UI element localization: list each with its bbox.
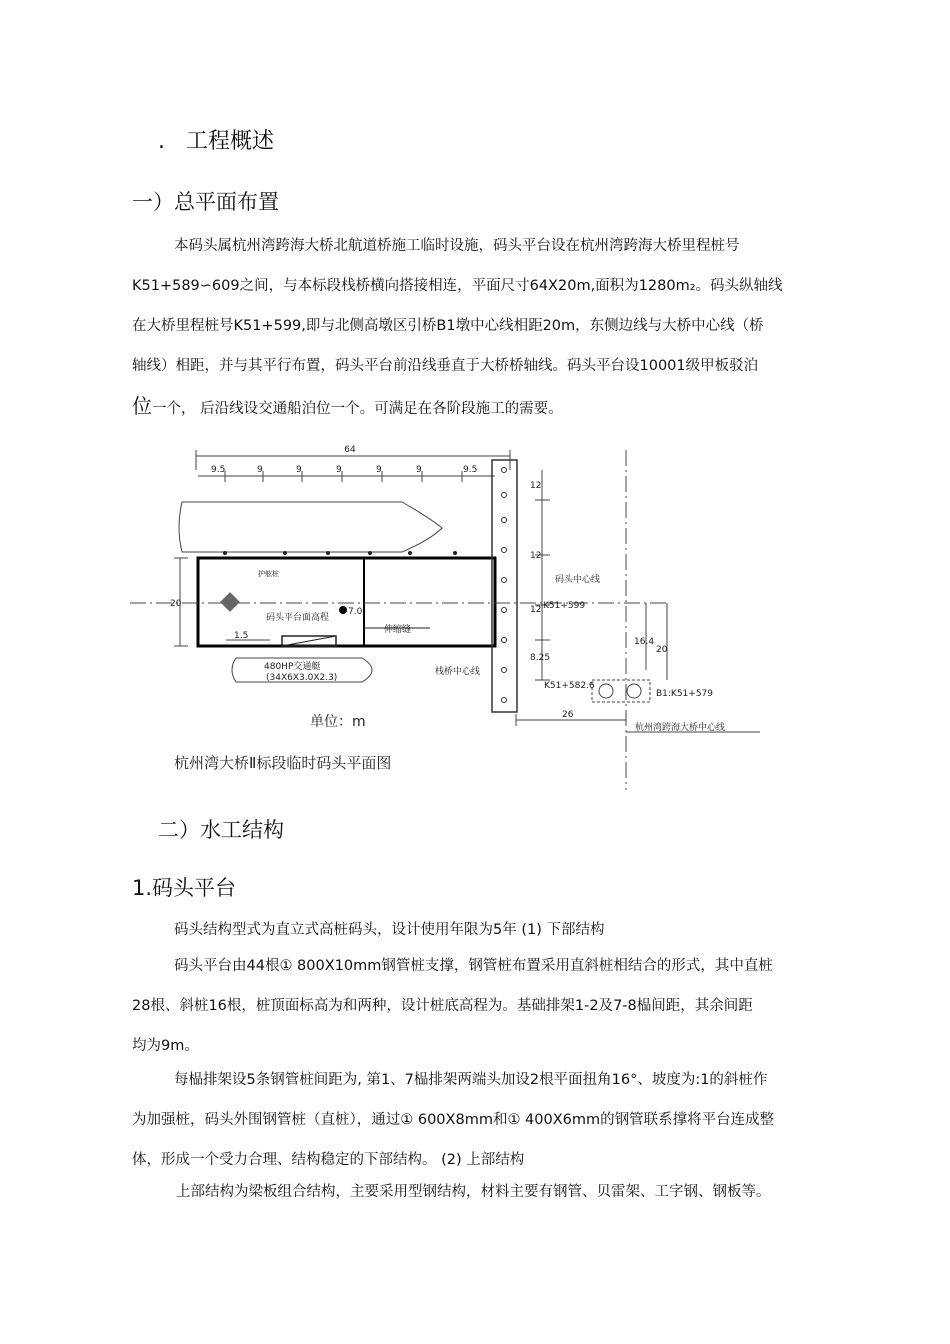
para4-line-3: 体，形成一个受力合理、结构稳定的下部结构。 (2) 上部结构 xyxy=(132,1152,525,1168)
label-bridge-center: 杭州湾跨海大桥中心线 xyxy=(635,723,726,733)
para1-line-4: 轴线）相距，并与其平行布置，码头平台前沿线垂直于大桥桥轴线。码头平台设10001级甲板驳泊 xyxy=(132,358,759,374)
para4-line-1: 每榀排架设5条钢管桩间距为, 第1、7榀排架两端头加设2根平面扭角16°、坡度为:1的斜桩作 xyxy=(174,1072,768,1088)
dim-offset: 1.5 xyxy=(234,631,249,641)
section-number: . xyxy=(158,129,165,154)
para1-line-3: 在大桥里程桩号K51+599,即与北侧高墩区引桥B1墩中心线相距20m，东侧边线与大桥中心线（桥 xyxy=(132,318,764,334)
dim-span-7: 9.5 xyxy=(463,465,478,475)
dim-small-1: 16.4 xyxy=(634,637,655,647)
section-title: 工程概述 xyxy=(186,129,275,154)
paragraph-piles xyxy=(132,946,886,1066)
label-k582: K51+582.6 xyxy=(544,681,595,691)
label-fender: 护舷桩 xyxy=(258,570,279,578)
paragraph-bents xyxy=(132,1060,886,1180)
unit-label: 单位：m xyxy=(310,714,366,730)
dim-small-2: 20 xyxy=(656,645,668,655)
dim-span-1: 9.5 xyxy=(211,465,226,475)
label-k599: K51+599 xyxy=(543,601,586,611)
paragraph-superstructure: 上部结构为梁板组合结构，主要采用型钢结构，材料主要有钢管、贝雷架、工字钢、钢板等。 xyxy=(176,1184,771,1200)
subsubsection-heading: 1.码头平台 xyxy=(132,876,237,900)
para1-line-1: 本码头属杭州湾跨海大桥北航道桥施工临时设施，码头平台设在杭州湾跨海大桥里程桩号 xyxy=(174,238,740,254)
barge-outline xyxy=(179,502,442,552)
dim-span-6: 9 xyxy=(416,465,422,475)
label-boat-dim: (34X6X3.0X2.3) xyxy=(266,673,338,683)
para3-line-1: 码头平台由44根① 800X10mm钢管桩支撑，钢管桩布置采用直斜桩相结合的形式，其中直桩 xyxy=(174,958,773,974)
label-elev-value: 7.0 xyxy=(348,607,363,617)
label-elevation: 码头平台面高程 xyxy=(266,613,330,623)
dim-right-3: 12 xyxy=(530,605,542,615)
dim-span-5: 9 xyxy=(376,465,382,475)
label-expansion: 伸缩缝 xyxy=(384,625,412,635)
label-boat: 480HP交通艇 xyxy=(264,662,321,672)
dim-right-1: 12 xyxy=(530,481,542,491)
dim-right-2: 12 xyxy=(530,551,542,561)
para1-line-5-text: 一个， 后沿线设交通船泊位一个。可满足在各阶段施工的需要。 xyxy=(152,401,563,417)
para1-large-char: 位 xyxy=(132,394,152,418)
dim-width: 20 xyxy=(170,599,182,609)
dim-right-4: 8.25 xyxy=(530,653,551,663)
paragraph-layout xyxy=(132,226,886,429)
para1-line-5 xyxy=(132,386,886,429)
section-heading xyxy=(158,124,274,155)
paragraph-structure-type: 码头结构型式为直立式高桩码头，设计使用年限为5年 (1) 下部结构 xyxy=(174,922,605,938)
site-plan-figure xyxy=(130,440,726,795)
label-trestle-center: 栈桥中心线 xyxy=(435,667,481,677)
dim-span-3: 9 xyxy=(296,465,302,475)
dim-span-2: 9 xyxy=(257,465,263,475)
dim-bottom: 26 xyxy=(562,710,574,720)
label-b1: B1:K51+579 xyxy=(656,689,714,699)
figure-caption: 杭州湾大桥Ⅱ标段临时码头平面图 xyxy=(174,754,392,772)
subsection-heading-layout: 一）总平面布置 xyxy=(132,190,279,214)
para4-line-2: 为加强桩，码头外围钢管桩（直桩），通过① 600X8mm和① 400X6mm的钢管联系撑将平台连成整 xyxy=(132,1112,775,1128)
dim-span-4: 9 xyxy=(336,465,342,475)
label-dock-center: 码头中心线 xyxy=(555,575,601,585)
para1-line-2: K51+589∽609之间，与本标段栈桥横向搭接相连，平面尺寸64X20m,面积为1280m₂。码头纵轴线 xyxy=(132,278,783,294)
dim-total: 64 xyxy=(344,445,356,455)
para3-line-3: 均为9m。 xyxy=(132,1038,199,1054)
para3-line-2: 28根、斜桩16根，桩顶面标高为和两种，设计桩底高程为。基础排架1-2及7-8榀间距，其余间距 xyxy=(132,998,753,1014)
subsection-heading-hydraulic: 二）水工结构 xyxy=(158,818,284,842)
